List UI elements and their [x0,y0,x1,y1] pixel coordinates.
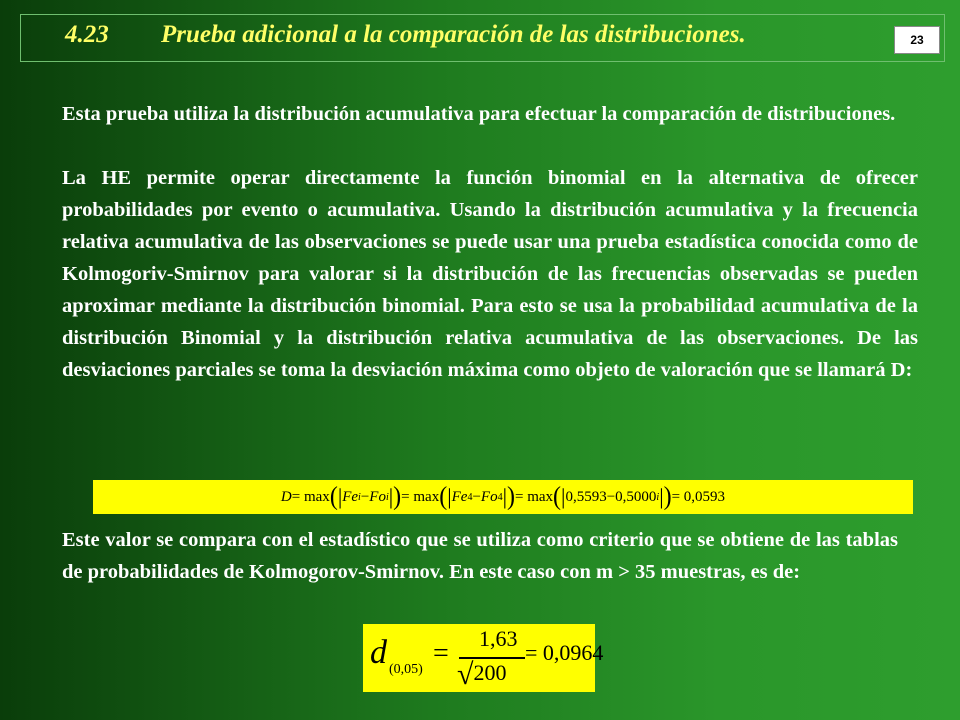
sqrt-icon: √ [457,658,474,691]
formula-val1: 0,5593 [565,488,607,505]
page-number: 23 [894,26,940,54]
formula-abs-bar: | [561,484,566,509]
formula-minus-1: − [360,488,370,505]
formula-val2: 0,5000 [615,488,657,505]
formula-open-paren-1: ( [329,482,338,512]
paragraph-main: La HE permite operar directamente la función binomial en la alternativa de ofrecer probabilidades por evento o acumulativa. Usando la distribución acumulativa y la frecuencia relativa acumulativa de las observaciones se puede usar una prueba estadística conocida como de Kolmogoriv-Smirnov para valorar si la distribución de las frecuencias observadas se pueden aproximar mediante la distribución binomial. Para esto se usa la probabilidad acumulativa de la distribución Binomial y la distribución relativa acumulativa de las observaciones. De las desviaciones parciales se toma la desviación máxima como objeto de valoración que se llamará D: [62,167,918,381]
formula-sub-i-1: i [358,491,361,503]
title-bar [20,14,945,62]
formula-abs-bar: | [502,484,507,509]
formula-sub-i-2: i [385,491,389,503]
formula-open-paren-2: ( [439,482,448,512]
paragraph-intro: Esta prueba utiliza la distribución acumulativa para efectuar la comparación de distribuciones. [62,103,896,125]
formula-open-paren-3: ( [553,482,562,512]
formula-close-paren-1: ) [393,482,402,512]
formula-equals: = [433,638,449,669]
formula-close-paren-2: ) [506,482,515,512]
formula-result-value: = 0,0964 [525,640,604,665]
formula-Fo: Fo [369,488,386,505]
slide-title: Prueba adicional a la comparación de las distribuciones. [161,21,746,48]
paragraph-comparison: Este valor se compara con el estadístico que se utiliza como criterio que se obtiene de las tablas de probabilidades de Kolmogorov-Smirnov. En este caso con m > 35 muestras, es de: [62,529,898,583]
formula-D: D [280,488,292,505]
formula-minus-2: − [472,488,481,505]
formula-abs-bar: | [337,484,343,509]
formula-sub-i-3: i [656,491,660,503]
formula-close-paren-3: ) [663,482,672,512]
formula-minus-3: − [606,488,616,505]
formula-eq-max-1: = max [291,488,330,505]
formula-Fo4: Fo [480,488,498,505]
formula-eq-max-3: = max [514,488,554,505]
sqrt-argument: 200 [473,657,506,685]
formula-sub-4-1: 4 [467,491,473,503]
formula-Fe: Fe [342,488,359,505]
formula-eq-max-2: = max [401,488,440,505]
formula-abs-bar: | [447,484,452,509]
formula-Fe4: Fe [451,488,468,505]
formula-critical-value [363,624,604,692]
formula-d: d [370,634,387,671]
section-number: 4.23 [65,21,109,48]
formula-d-subscript: (0,05) [389,662,423,677]
formula-numerator: 1,63 [479,626,518,651]
formula-denominator [457,658,506,692]
formula-abs-bar: | [659,484,664,509]
formula-abs-bar: | [388,484,394,509]
formula-result: = 0,0593 [671,488,726,505]
formula-sub-4-2: 4 [497,491,503,503]
formula-max-deviation [93,480,913,514]
